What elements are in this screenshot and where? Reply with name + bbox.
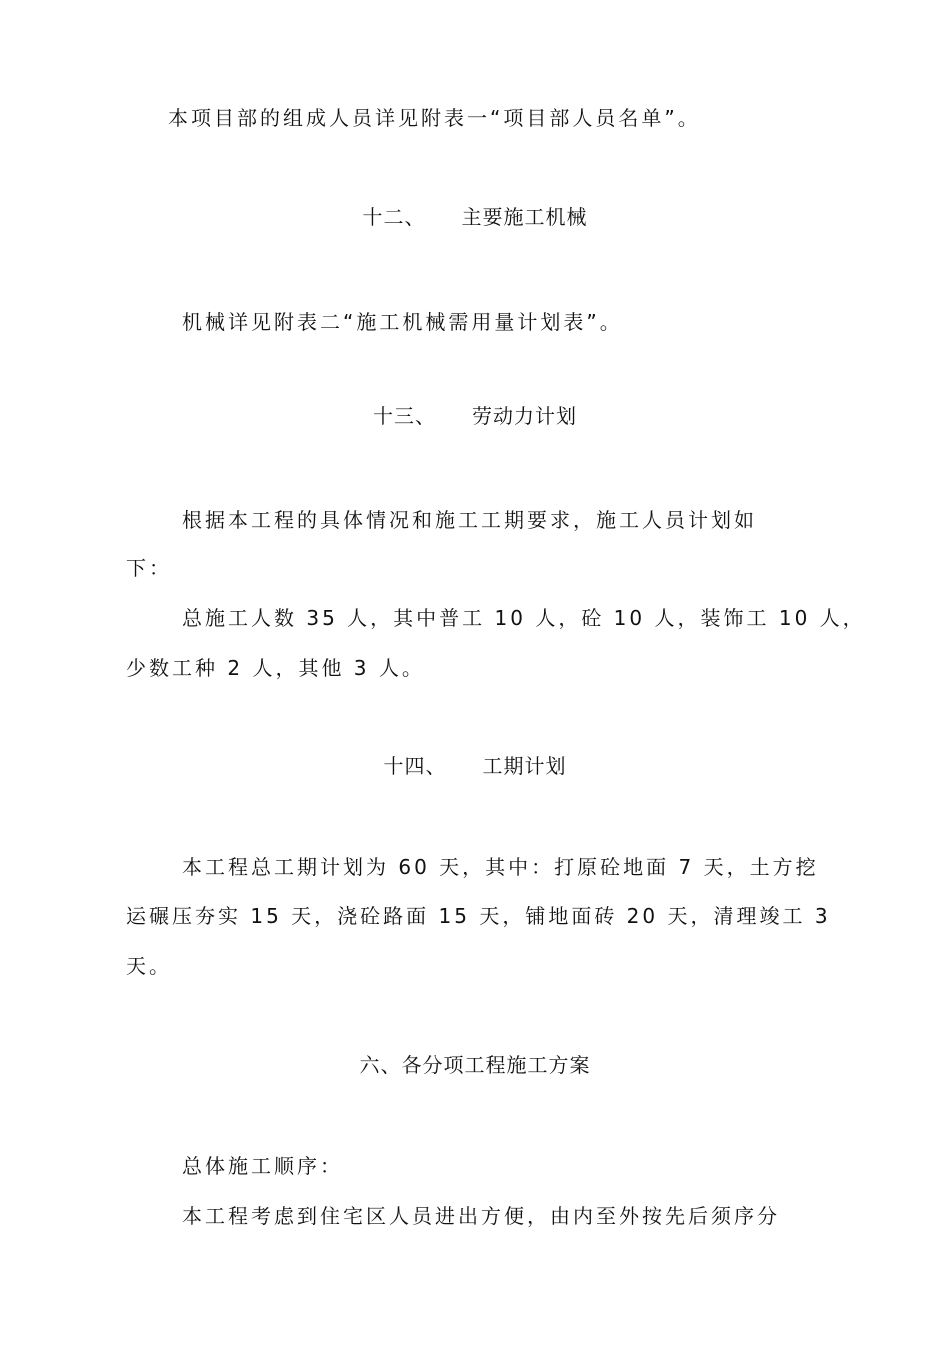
- heading-title: 主要施工机械: [461, 205, 588, 229]
- paragraph-schedule-line1: 本工程总工期计划为 60 天，其中：打原砼地面 7 天，土方挖: [182, 855, 819, 879]
- heading-number: 十三、: [373, 404, 436, 428]
- heading-title: 工期计划: [482, 754, 567, 778]
- heading-number: 十四、: [383, 754, 447, 778]
- heading-section-13: [0, 402, 950, 430]
- paragraph-worker-count-line2: 少数工种 2 人，其他 3 人。: [126, 656, 425, 680]
- paragraph-worker-count-line1: 总施工人数 35 人，其中普工 10 人，砼 10 人，装饰工 10 人，: [182, 606, 866, 630]
- heading-title: 劳动力计划: [472, 404, 577, 428]
- heading-section-12: [0, 203, 950, 231]
- paragraph-staff-list: 本项目部的组成人员详见附表一“项目部人员名单”。: [168, 106, 701, 130]
- heading-section-6: 六、各分项工程施工方案: [359, 1053, 591, 1077]
- heading-section-14: [0, 752, 950, 780]
- paragraph-schedule-line3: 天。: [126, 954, 172, 978]
- paragraph-labor-plan-line1: 根据本工程的具体情况和施工工期要求，施工人员计划如: [182, 508, 757, 532]
- paragraph-schedule-line2: 运碾压夯实 15 天，浇砼路面 15 天，铺地面砖 20 天，清理竣工 3: [126, 904, 831, 928]
- paragraph-construction-order-title: 总体施工顺序：: [182, 1154, 343, 1178]
- heading-number: 十二、: [362, 205, 426, 229]
- paragraph-machinery: 机械详见附表二“施工机械需用量计划表”。: [182, 310, 623, 334]
- paragraph-construction-order: 本工程考虑到住宅区人员进出方便，由内至外按先后须序分: [182, 1204, 780, 1228]
- paragraph-labor-plan-line2: 下：: [126, 556, 172, 580]
